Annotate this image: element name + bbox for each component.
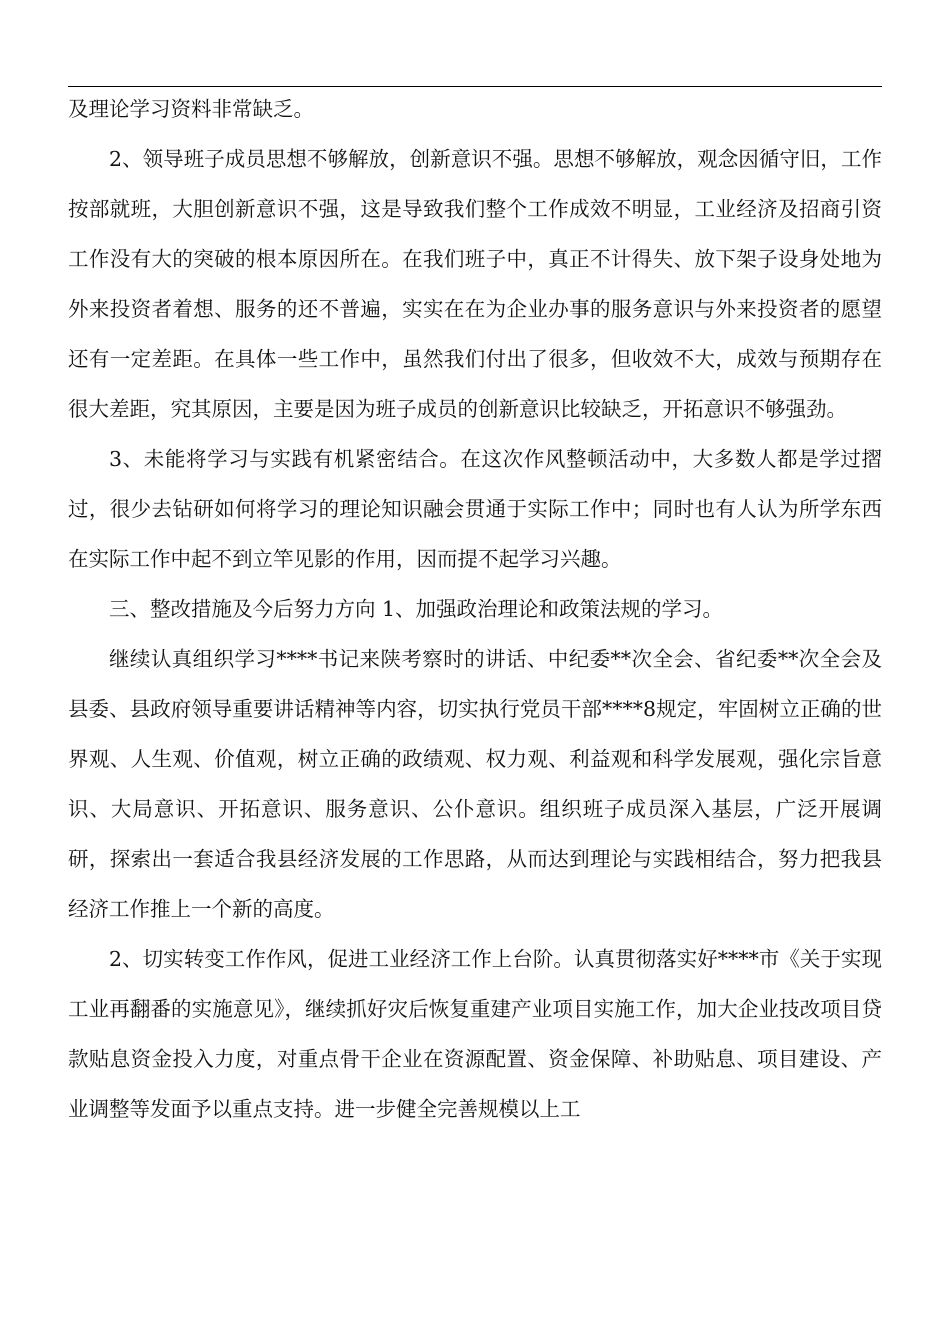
- paragraph-continue-study: 继续认真组织学习****书记来陕考察时的讲话、中纪委**次全会、省纪委**次全会及县委、县政府领导重要讲话精神等内容，切实执行党员干部****8规定，牢固树立正确的世界观、人生观、价值观，树立正确的政绩观、权力观、利益观和科学发展观，强化宗旨意识、大局意识、开拓意识、服务意识、公仆意识。组织班子成员深入基层，广泛开展调研，探索出一套适合我县经济发展的工作思路，从而达到理论与实践相结合，努力把我县经济工作推上一个新的高度。: [68, 647, 882, 921]
- paragraph-section-heading: 三、整改措施及今后努力方向 1、加强政治理论和政策法规的学习。: [109, 597, 724, 621]
- paragraph-leadership-mindset: 2、领导班子成员思想不够解放，创新意识不强。思想不够解放，观念因循守旧，工作按部就班，大胆创新意识不强，这是导致我们整个工作成效不明显，工业经济及招商引资工作没有大的突破的根本原因所在。在我们班子中，真正不计得失、放下架子设身处地为外来投资者着想、服务的还不普遍，实实在在为企业办事的服务意识与外来投资者的愿望还有一定差距。在具体一些工作中，虽然我们付出了很多，但收效不大，成效与预期存在很大差距，究其原因，主要是因为班子成员的创新意识比较缺乏，开拓意识不够强劲。: [68, 147, 882, 421]
- document-body: [68, 84, 882, 1134]
- paragraph-continuation: 及理论学习资料非常缺乏。: [68, 97, 314, 121]
- paragraph-study-practice: 3、未能将学习与实践有机紧密结合。在这次作风整顿活动中，大多数人都是学过摺过，很少去钻研如何将学习的理论知识融会贯通于实际工作中；同时也有人认为所学东西在实际工作中起不到立竿见影的作用，因而提不起学习兴趣。: [68, 447, 882, 571]
- paragraph-work-style: 2、切实转变工作作风，促进工业经济工作上台阶。认真贯彻落实好****市《关于实现工业再翻番的实施意见》，继续抓好灾后恢复重建产业项目实施工作，加大企业技改项目贷款贴息资金投入力度，对重点骨干企业在资源配置、资金保障、补助贴息、项目建设、产业调整等发面予以重点支持。进一步健全完善规模以上工: [68, 947, 882, 1121]
